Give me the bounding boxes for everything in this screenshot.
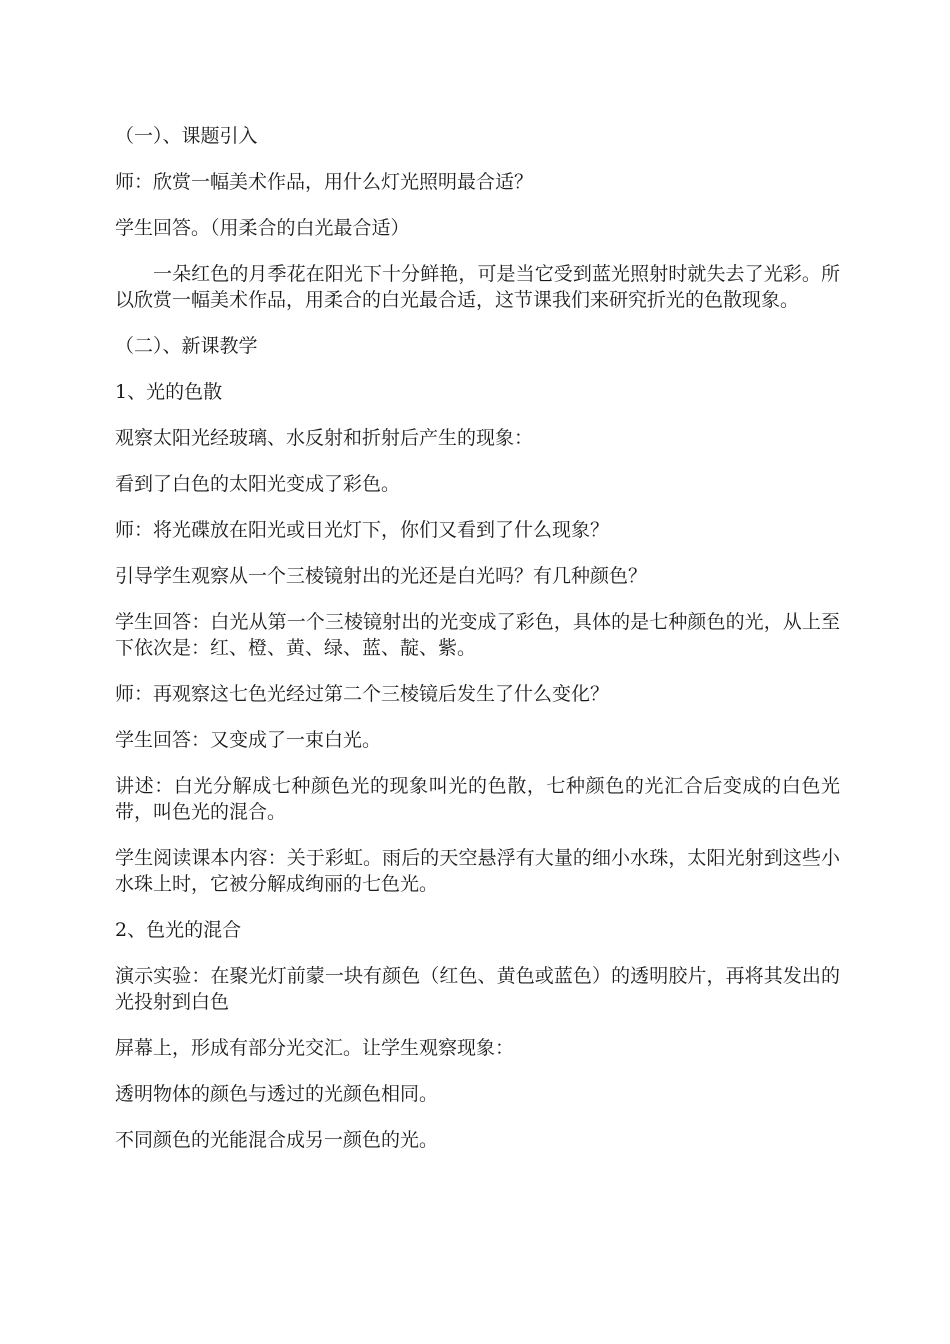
subheading-dispersion: 1、光的色散 xyxy=(115,381,223,403)
conclusion-mixing: 不同颜色的光能混合成另一颜色的光。 xyxy=(115,1129,439,1151)
student-answer-white: 学生回答：又变成了一束白光。 xyxy=(115,729,382,751)
student-answer-colors: 学生回答：白光从第一个三棱镜射出的光变成了彩色，具体的是七种颜色的光，从上至下依次是：红、橙、黄、绿、蓝、靛、紫。 xyxy=(115,611,840,659)
explanation-paragraph: 讲述：白光分解成七种颜色光的现象叫光的色散，七种颜色的光汇合后变成的白色光带，叫色光的混合。 xyxy=(115,775,840,823)
intro-paragraph: 一朵红色的月季花在阳光下十分鲜艳，可是当它受到蓝光照射时就失去了光彩。所以欣赏一幅美术作品，用柔合的白光最合适，这节课我们来研究折光的色散现象。 xyxy=(115,263,840,311)
teacher-question: 师：欣赏一幅美术作品，用什么灯光照明最合适？ xyxy=(115,171,534,193)
section-heading-intro: （一）、课题引入 xyxy=(115,125,258,147)
demo-experiment: 演示实验：在聚光灯前蒙一块有颜色（红色、黄色或蓝色）的透明胶片，再将其发出的光投射到白色 xyxy=(115,965,840,1013)
prism-guidance: 引导学生观察从一个三棱镜射出的光还是白光吗？有几种颜色？ xyxy=(115,565,648,587)
demo-experiment-continued: 屏幕上，形成有部分光交汇。让学生观察现象： xyxy=(115,1037,515,1059)
observation-paragraph: 观察太阳光经玻璃、水反射和折射后产生的现象： xyxy=(115,427,534,449)
student-answer: 学生回答。（用柔合的白光最合适） xyxy=(115,217,410,239)
rainbow-reading: 学生阅读课本内容：关于彩虹。雨后的天空悬浮有大量的细小水珠，太阳光射到这些小水珠上时，它被分解成绚丽的七色光。 xyxy=(115,847,840,895)
section-heading-new-lesson: （二）、新课教学 xyxy=(115,335,258,357)
conclusion-transparent: 透明物体的颜色与透过的光颜色相同。 xyxy=(115,1083,439,1105)
observation-result: 看到了白色的太阳光变成了彩色。 xyxy=(115,473,401,495)
subheading-color-mixing: 2、色光的混合 xyxy=(115,919,242,941)
teacher-question-second-prism: 师：再观察这七色光经过第二个三棱镜后发生了什么变化？ xyxy=(115,683,610,705)
document-body xyxy=(115,123,840,1173)
teacher-question-disc: 师：将光碟放在阳光或日光灯下，你们又看到了什么现象？ xyxy=(115,519,610,541)
